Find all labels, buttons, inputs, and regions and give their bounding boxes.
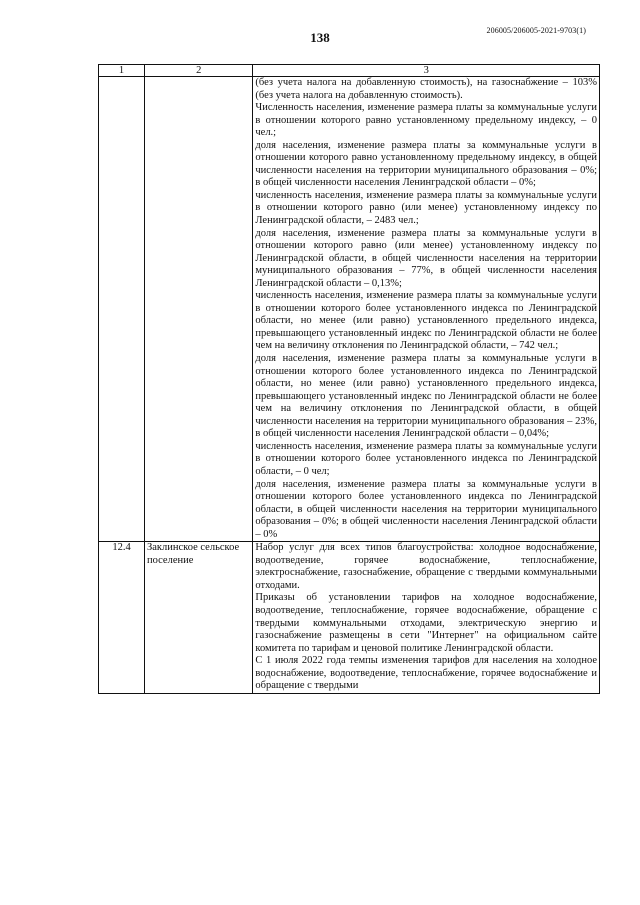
settlement-name: [145, 77, 253, 542]
paragraph: (без учета налога на добавленную стоимость), на газоснабжение – 103% (без учета налога на добавленную стоимость).: [255, 77, 597, 101]
paragraph: С 1 июля 2022 года темпы изменения тарифов для населения на холодное водоснабжение, водоотведение, теплоснабжение, горячее водоснабжение и обращение с твердыми: [255, 655, 597, 692]
document-id: 206005/206005-2021-9703(1): [486, 26, 586, 35]
page-number: 138: [310, 30, 330, 45]
header-cell-2: 2: [145, 65, 253, 77]
paragraph: численность населения, изменение размера платы за коммунальные услуги в отношении которого более установленного индекса по Ленинградской области, – 0 чел;: [255, 440, 597, 477]
table-row: [99, 77, 600, 542]
table-row: [99, 542, 600, 694]
paragraph: доля населения, изменение размера платы за коммунальные услуги в отношении которого более установленного индекса по Ленинградской области, в общей численности населения на территории муниципального образования – 0%; в общей численности населения Ленинградской области – 0%: [255, 478, 597, 540]
row-content: [253, 77, 600, 542]
paragraph: доля населения, изменение размера платы за коммунальные услуги в отношении которого равно (или менее) установленному индексу по Ленинградской области, в общей численности населения на территории муниципального образования – 77%, в общей численности населения Ленинградской области – 0,13%;: [255, 227, 597, 289]
table-header-row: [99, 65, 600, 77]
paragraph: численность населения, изменение размера платы за коммунальные услуги в отношении которого более установленного индекса по Ленинградской области, но менее (или равно) установленного предельного индекса, превышающего установленный индекс по Ленинградской области не более чем на величину отклонения по Ленинградской области, – 742 чел.;: [255, 290, 597, 352]
paragraph: численность населения, изменение размера платы за коммунальные услуги в отношении которого равно (или менее) установленному индексу по Ленинградской области, – 2483 чел.;: [255, 189, 597, 227]
paragraph: доля населения, изменение размера платы за коммунальные услуги в отношении которого равно установленному предельному индексу, в общей численности населения на территории муниципального образования – 0%; в общей численности населения Ленинградской области – 0%;: [255, 139, 597, 189]
paragraph: Численность населения, изменение размера платы за коммунальные услуги в отношении которого равно установленному предельному индексу, – 0 чел.;: [255, 102, 597, 139]
row-number: 12.4: [99, 542, 145, 694]
paragraph: доля населения, изменение размера платы за коммунальные услуги в отношении которого более установленного индекса по Ленинградской области, но менее (или равно) установленного предельного индекса, превышающего установленный индекс по Ленинградской области не более чем на величину отклонения по Ленинградской области, в общей численности населения на территории муниципального образования – 23%, в общей численности населения Ленинградской области – 0,04%;: [255, 353, 597, 440]
paragraph: Набор услуг для всех типов благоустройства: холодное водоснабжение, водоотведение, горячее водоснабжение, теплоснабжение, электроснабжение, газоснабжение, обращение с твердыми коммунальными отходами.: [255, 542, 597, 591]
document-table: [98, 64, 600, 694]
row-content: [253, 542, 600, 694]
row-number: [99, 77, 145, 542]
header-cell-3: 3: [253, 65, 600, 77]
paragraph: Приказы об установлении тарифов на холодное водоснабжение, водоотведение, теплоснабжение, горячее водоснабжение, обращение с твердыми коммунальными отходами, электрическую энергию и газоснабжение размещены в сети "Интернет" на официальном сайте комитета по тарифам и ценовой политике Ленинградской области.: [255, 592, 597, 654]
settlement-name: Заклинское сельское поселение: [145, 542, 253, 694]
header-cell-1: 1: [99, 65, 145, 77]
